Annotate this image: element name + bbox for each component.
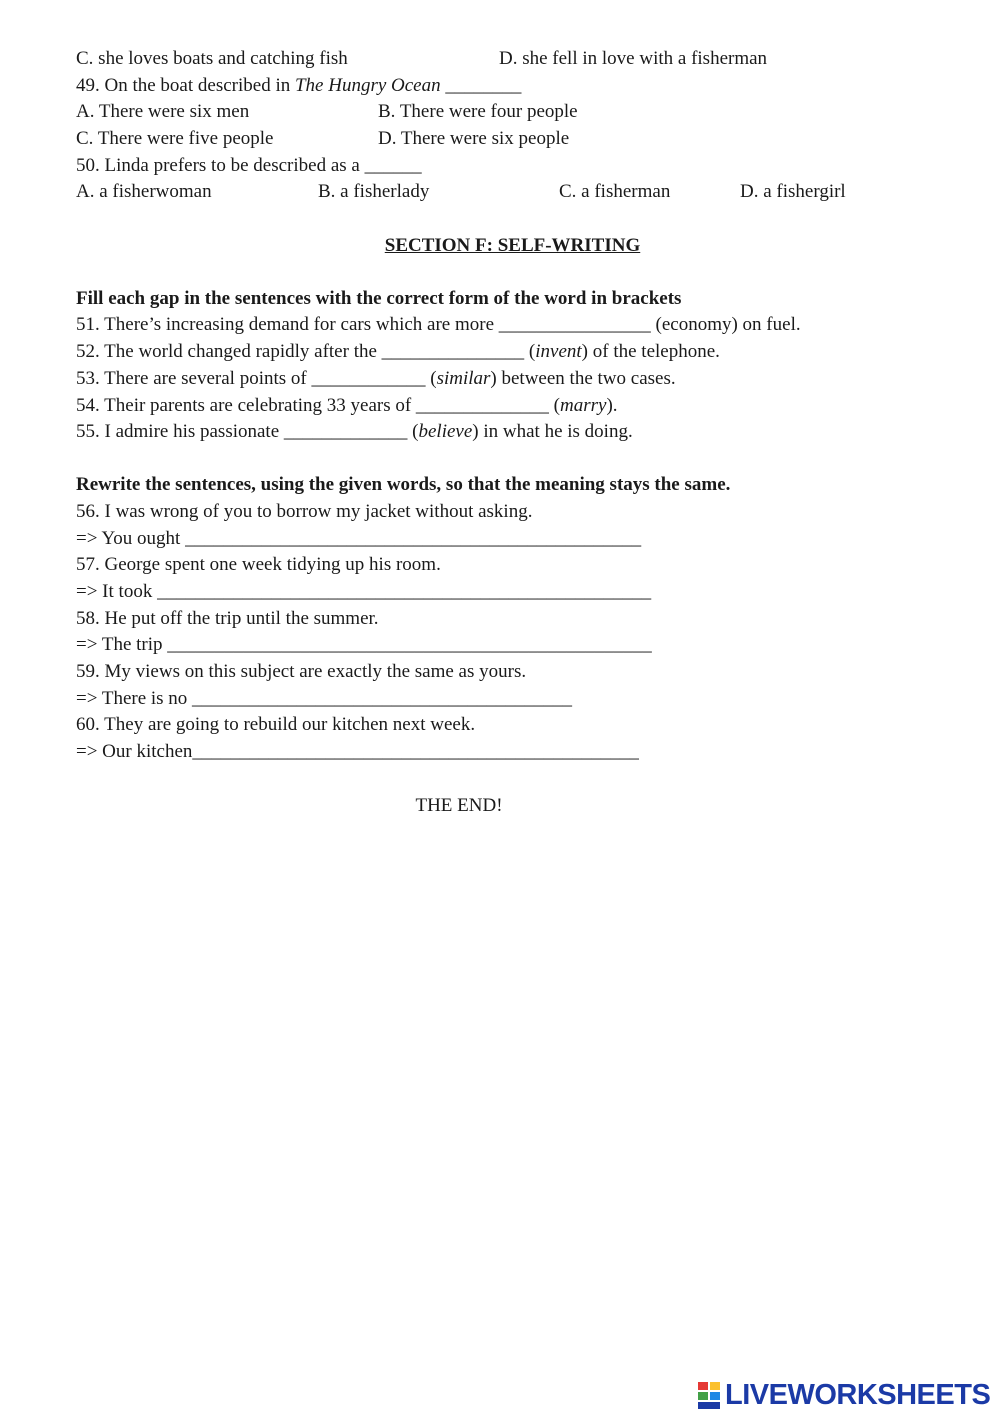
instruction-rewrite: Rewrite the sentences, using the given words, so that the meaning stays the same. — [76, 474, 731, 495]
instruction-word-form: Fill each gap in the sentences with the correct form of the word in brackets — [76, 288, 682, 309]
q58: 58. He put off the trip until the summer. — [76, 608, 379, 629]
q60: 60. They are going to rebuild our kitchen next week. — [76, 714, 476, 735]
q58-answer-line: => The trip ___________________________________________________ — [76, 634, 652, 655]
q50-option-c: C. a fisherman — [559, 181, 671, 202]
q56-answer-line: => You ought ________________________________________________ — [76, 528, 642, 549]
liveworksheets-logo-icon — [697, 1380, 723, 1410]
q55: 55. I admire his passionate _____________ (believe) in what he is doing. — [76, 421, 633, 442]
q53: 53. There are several points of ____________ (similar) between the two cases. — [76, 368, 676, 389]
q50-stem: 50. Linda prefers to be described as a ______ — [76, 155, 422, 176]
q59: 59. My views on this subject are exactly the same as yours. — [76, 661, 527, 682]
q50-option-a: A. a fisherwoman — [76, 181, 212, 202]
q60-answer-line: => Our kitchen_______________________________________________ — [76, 741, 639, 762]
q57: 57. George spent one week tidying up his room. — [76, 554, 441, 575]
q48-option-c: C. she loves boats and catching fish — [76, 48, 348, 69]
q57-answer-line: => It took ____________________________________________________ — [76, 581, 652, 602]
end-text: THE END! — [415, 795, 503, 816]
q49-option-c: C. There were five people — [76, 128, 274, 149]
q54: 54. Their parents are celebrating 33 years of ______________ (marry). — [76, 395, 618, 416]
q49-option-d: D. There were six people — [378, 128, 570, 149]
liveworksheets-logo-text: LIVEWORKSHEETS — [725, 1379, 991, 1411]
q59-answer-line: => There is no ________________________________________ — [76, 688, 573, 709]
liveworksheets-logo — [697, 1377, 990, 1413]
q56: 56. I was wrong of you to borrow my jacket without asking. — [76, 501, 533, 522]
q49-option-b: B. There were four people — [378, 101, 578, 122]
section-f-title: SECTION F: SELF-WRITING — [384, 235, 641, 256]
q51: 51. There’s increasing demand for cars which are more ________________ (economy) on fuel. — [76, 314, 801, 335]
q48-option-d: D. she fell in love with a fisherman — [499, 48, 768, 69]
q52: 52. The world changed rapidly after the _______________ (invent) of the telephone. — [76, 341, 720, 362]
q49-option-a: A. There were six men — [76, 101, 250, 122]
q50-option-d: D. a fishergirl — [740, 181, 846, 202]
q49-stem: 49. On the boat described in The Hungry Ocean ________ — [76, 75, 522, 96]
q50-option-b: B. a fisherlady — [318, 181, 430, 202]
